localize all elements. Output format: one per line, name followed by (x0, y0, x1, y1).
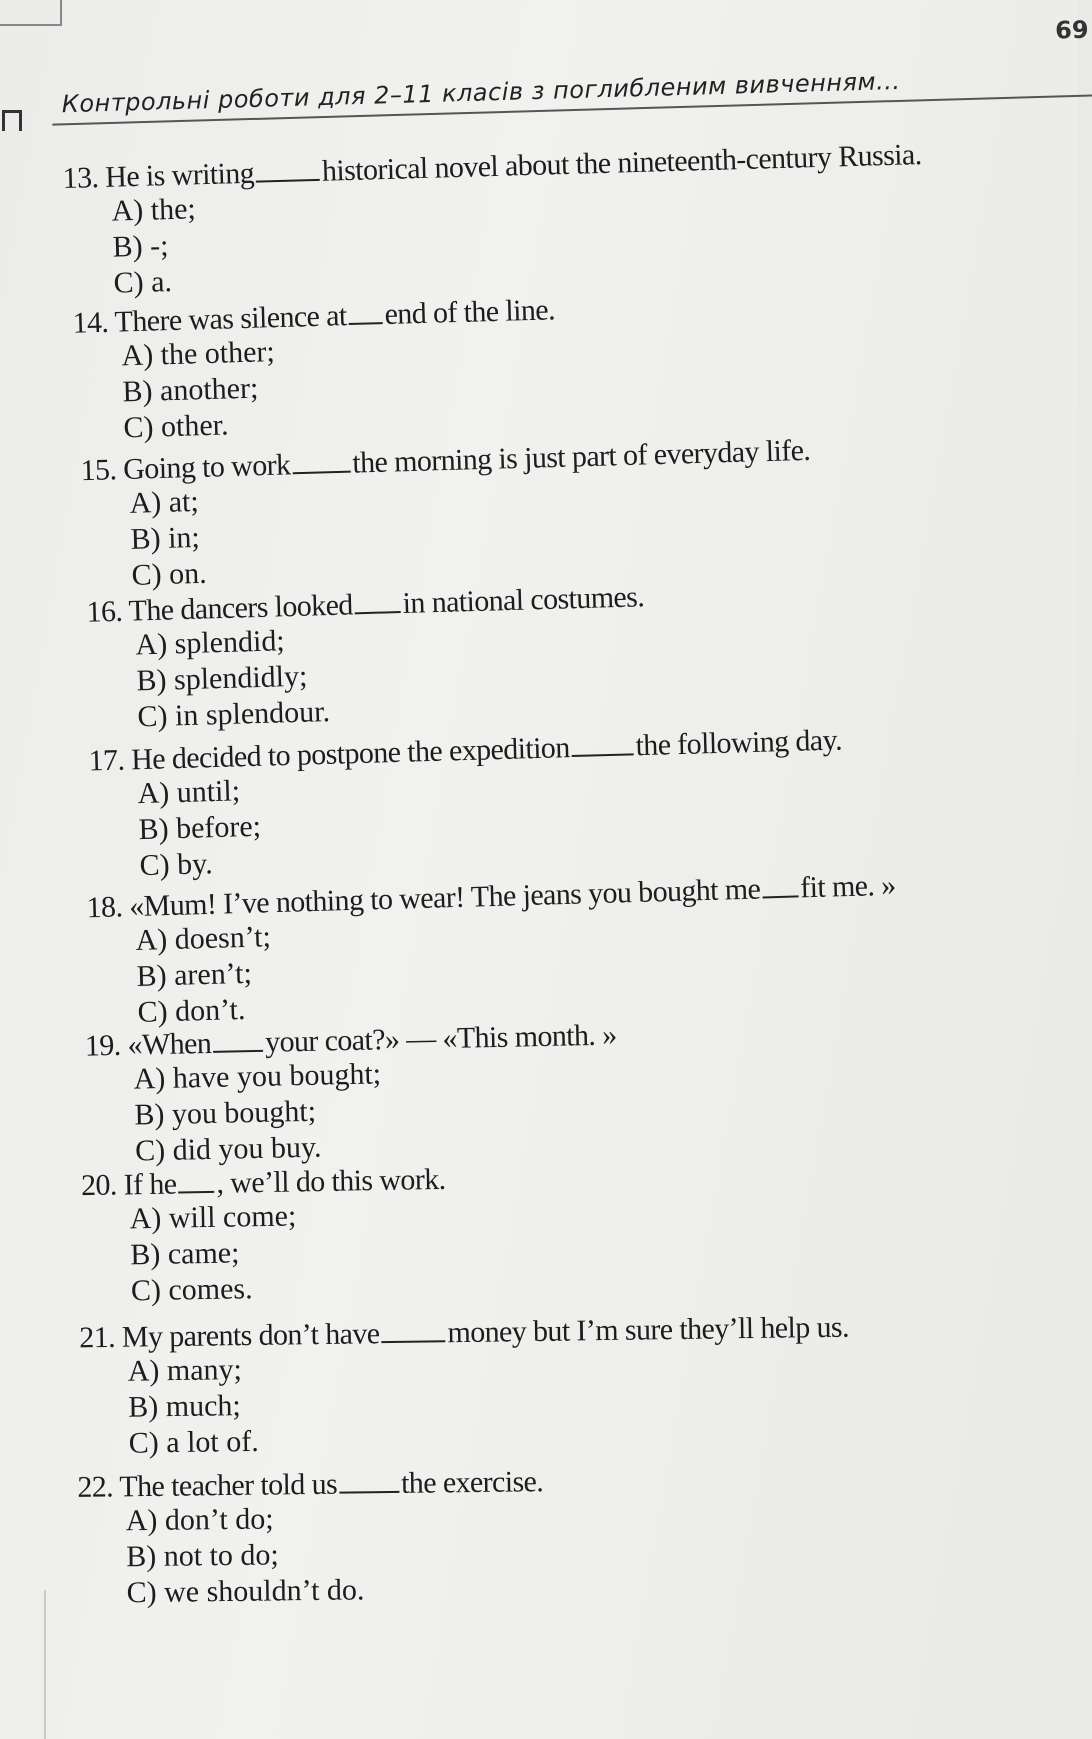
question-number: 13. (62, 161, 99, 196)
question-text-after: fit me. » (799, 868, 897, 905)
question-21 (79, 1311, 851, 1463)
question-stem (77, 1465, 543, 1504)
option-c: C) we shouldn’t do. (126, 1573, 365, 1610)
answer-options (121, 326, 558, 446)
option-a: A) will come; (129, 1199, 297, 1236)
question-text-after: end of the line. (384, 293, 556, 332)
option-a: A) have you bought; (133, 1057, 382, 1096)
question-number: 21. (79, 1320, 116, 1355)
question-number: 15. (80, 453, 117, 488)
question-18 (86, 869, 899, 1033)
option-c: C) in splendour. (137, 695, 331, 734)
question-17 (88, 724, 845, 886)
option-c: C) other. (123, 408, 229, 445)
answer-options (111, 171, 925, 302)
option-c: C) comes. (130, 1272, 253, 1308)
answer-options (137, 756, 845, 884)
question-number: 18. (86, 890, 123, 925)
answer-options (133, 1051, 619, 1169)
question-text-before: If he (123, 1167, 177, 1202)
option-b: B) aren’t; (136, 956, 253, 993)
answer-blank (348, 298, 383, 325)
option-b: B) -; (112, 229, 169, 264)
question-text-before: He decided to postpone the expedition (130, 731, 571, 777)
option-b: B) not to do; (126, 1538, 279, 1574)
answer-blank (292, 447, 351, 475)
question-text-before: «When (127, 1026, 212, 1062)
question-22 (77, 1465, 545, 1612)
question-14 (72, 293, 558, 447)
option-c: C) a. (113, 265, 173, 300)
option-b: B) before; (138, 809, 262, 847)
page-number: 69 (1054, 15, 1089, 45)
answer-blank (381, 1316, 445, 1343)
answer-blank (339, 1467, 399, 1494)
answer-options (126, 1498, 545, 1611)
answer-options (135, 902, 899, 1031)
option-b: B) another; (122, 371, 259, 409)
option-b: B) came; (130, 1236, 240, 1272)
question-text-after: your coat?» — «This month. » (264, 1018, 617, 1059)
option-a: A) many; (127, 1353, 243, 1388)
question-text-before: My parents don’t have (121, 1317, 380, 1354)
answer-blank (762, 871, 799, 898)
question-19 (85, 1018, 620, 1170)
question-number: 17. (88, 743, 125, 778)
question-text-after: historical novel about the nineteenth-century Russia. (321, 138, 922, 188)
question-number: 19. (84, 1028, 121, 1063)
question-text-before: «Mum! I’ve nothing to wear! The jeans you bought me (128, 872, 761, 924)
option-c: C) by. (139, 847, 214, 883)
answer-options (129, 1196, 447, 1310)
question-text-before: Going to work (122, 448, 291, 487)
option-c: C) on. (131, 556, 208, 592)
question-20 (81, 1163, 448, 1310)
option-c: C) a lot of. (128, 1424, 259, 1460)
question-number: 14. (72, 305, 109, 340)
question-text-after: , we’ll do this work. (216, 1162, 446, 1200)
option-c: C) don’t. (137, 992, 246, 1029)
question-number: 16. (86, 594, 123, 629)
option-a: A) splendid; (135, 624, 286, 662)
question-stem (81, 1163, 446, 1202)
question-15 (80, 434, 813, 595)
question-16 (86, 580, 647, 737)
option-a: A) doesn’t; (135, 920, 272, 957)
option-a: A) don’t do; (125, 1502, 274, 1538)
page-edge-line (44, 1590, 46, 1739)
answer-blank (256, 155, 321, 183)
question-text-before: The dancers looked (128, 588, 354, 628)
question-13 (62, 138, 925, 303)
option-a: A) until; (137, 774, 241, 811)
question-number: 20. (80, 1168, 118, 1203)
question-text-before: The teacher told us (119, 1467, 338, 1504)
option-b: B) splendidly; (136, 659, 308, 698)
header-title: Контрольні роботи для 2–11 класів з поглибленим вивченням... (61, 66, 901, 119)
option-b: B) you bought; (134, 1094, 317, 1132)
question-text-after: in national costumes. (402, 580, 645, 620)
question-text-after: money but I’m sure they’ll help us. (447, 1310, 850, 1350)
question-text-after: the morning is just part of everyday life. (351, 433, 811, 480)
answer-blank (213, 1026, 264, 1053)
option-c: C) did you buy. (134, 1130, 322, 1168)
question-text-after: the exercise. (400, 1465, 544, 1500)
answer-blank (178, 1167, 214, 1194)
answer-blank (354, 587, 401, 614)
question-number: 22. (77, 1470, 114, 1504)
answer-options (135, 613, 648, 735)
option-a: A) the; (111, 192, 197, 228)
answer-options (129, 467, 814, 594)
option-a: A) the other; (121, 335, 276, 373)
question-text-before: There was silence at (114, 299, 348, 339)
option-a: A) at; (129, 484, 200, 520)
option-b: B) in; (130, 520, 201, 556)
answer-blank (571, 729, 634, 757)
question-text-after: the following day. (635, 723, 843, 763)
answer-options (128, 1344, 851, 1462)
option-b: B) much; (128, 1389, 241, 1424)
question-text-before: He is writing (104, 156, 255, 194)
